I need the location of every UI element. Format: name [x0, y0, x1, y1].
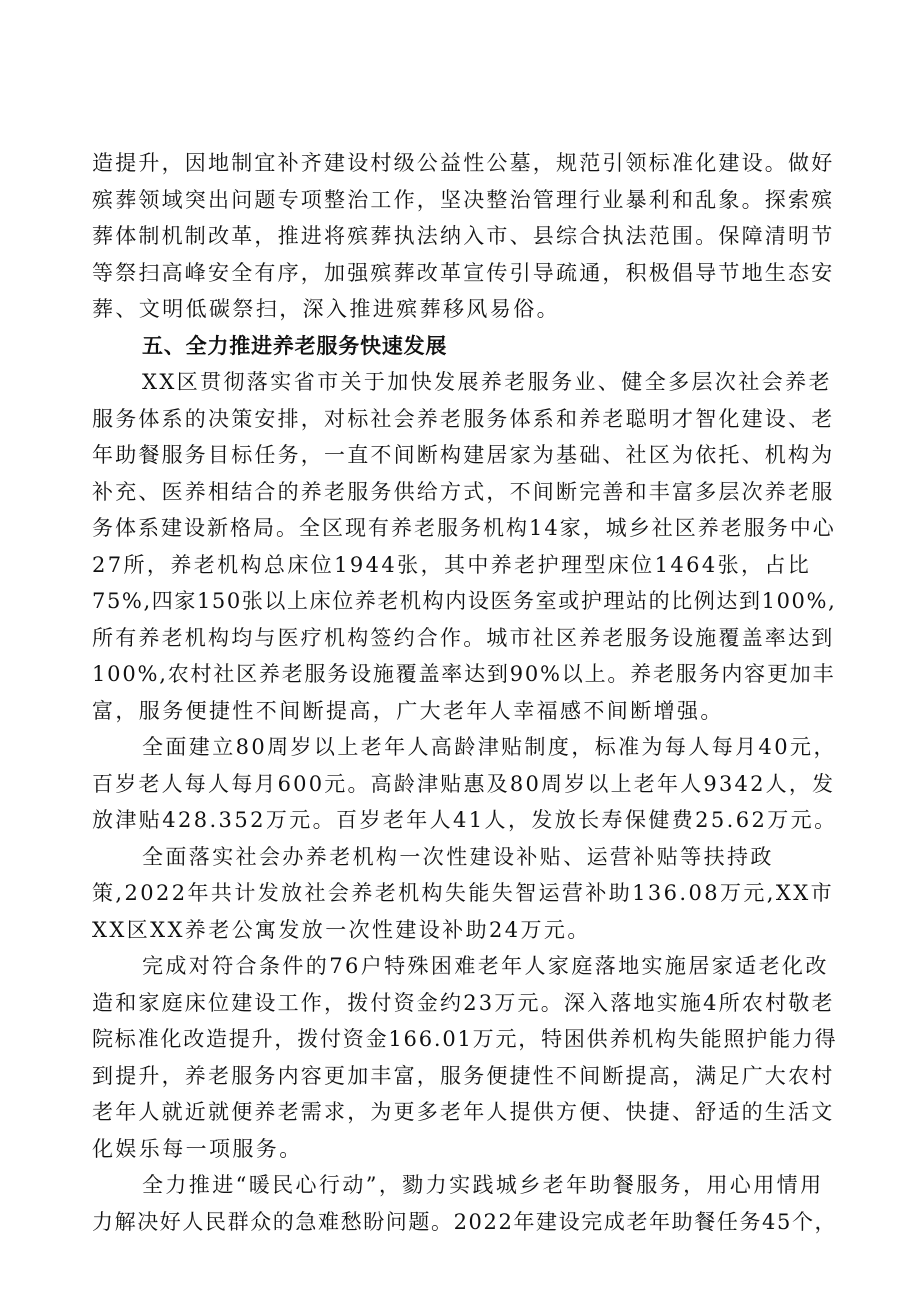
text-line: 服务体系的决策安排，对标社会养老服务体系和养老聪明才智化建设、老 [92, 406, 835, 431]
text-line: 百岁老人每人每月600元。高龄津贴惠及80周岁以上老年人9342人，发 [92, 771, 836, 796]
text-line: 所有养老机构均与医疗机构签约合作。城市社区养老服务设施覆盖率达到 [92, 625, 835, 650]
section-heading: 五、全力推进养老服务快速发展 [142, 333, 448, 358]
text-line: 策,2022年共计发放社会养老机构失能失智运营补助136.08万元,XX市 [92, 881, 834, 905]
text-line: 富，服务便捷性不间断提高，广大老年人幸福感不间断增强。 [92, 698, 724, 723]
paragraph-first-line: 全面落实社会办养老机构一次性建设补贴、运营补贴等扶持政 [142, 844, 774, 869]
text-line: 27所，养老机构总床位1944张，其中养老护理型床位1464张，占比 [92, 552, 812, 577]
text-line: 放津贴428.352万元。百岁老年人41人，发放长寿保健费25.62万元。 [92, 808, 838, 832]
text-line: 老年人就近就便养老需求，为更多老年人提供方便、快捷、舒适的生活文 [92, 1100, 835, 1124]
document-body [92, 145, 837, 1240]
text-line: 造提升，因地制宜补齐建设村级公益性公墓，规范引领标准化建设。做好 [92, 151, 835, 175]
text-line: 力解决好人民群众的急难愁盼问题。2022年建设完成老年助餐任务45个， [92, 1209, 838, 1234]
text-line: 等祭扫高峰安全有序，加强殡葬改革宣传引导疏通，积极倡导节地生态安 [92, 260, 835, 285]
text-line: 造和家庭床位建设工作，拨付资金约23万元。深入落地实施4所农村敬老 [92, 990, 835, 1015]
text-line: 殡葬领域突出问题专项整治工作，坚决整治管理行业暴利和乱象。探索殡 [92, 187, 835, 212]
text-line: 100%,农村社区养老服务设施覆盖率达到90%以上。养老服务内容更加丰 [92, 662, 836, 686]
paragraph-first-line: 全面建立80周岁以上老年人高龄津贴制度，标准为每人每月40元， [142, 735, 837, 759]
text-line: 化娱乐每一项服务。 [92, 1136, 303, 1161]
text-line: 院标准化改造提升，拨付资金166.01万元，特困供养机构失能照护能力得 [92, 1027, 838, 1051]
text-line: 75%,四家150张以上床位养老机构内设医务室或护理站的比例达到100%, [92, 589, 837, 613]
text-line: 葬、文明低碳祭扫，深入推进殡葬移风易俗。 [92, 297, 560, 321]
text-line: XX区XX养老公寓发放一次性建设补助24万元。 [92, 917, 591, 942]
paragraph-first-line: 全力推进“暖民心行动”，勠力实践城乡老年助餐服务，用心用情用 [142, 1173, 824, 1197]
paragraph-first-line: XX区贯彻落实省市关于加快发展养老服务业、健全多层次社会养老 [142, 370, 832, 394]
text-line: 年助餐服务目标任务，一直不间断构建居家为基础、社区为依托、机构为 [92, 443, 835, 467]
paragraph-first-line: 完成对符合条件的76户特殊困难老年人家庭落地实施居家适老化改 [142, 954, 829, 978]
text-line: 务体系建设新格局。全区现有养老服务机构14家，城乡社区养老服务中心 [92, 516, 836, 540]
text-line: 到提升，养老服务内容更加丰富，服务便捷性不间断提高，满足广大农村 [92, 1063, 835, 1088]
text-line: 补充、医养相结合的养老服务供给方式，不间断完善和丰富多层次养老服 [92, 479, 835, 504]
text-line: 葬体制机制改革，推进将殡葬执法纳入市、县综合执法范围。保障清明节 [92, 224, 835, 248]
